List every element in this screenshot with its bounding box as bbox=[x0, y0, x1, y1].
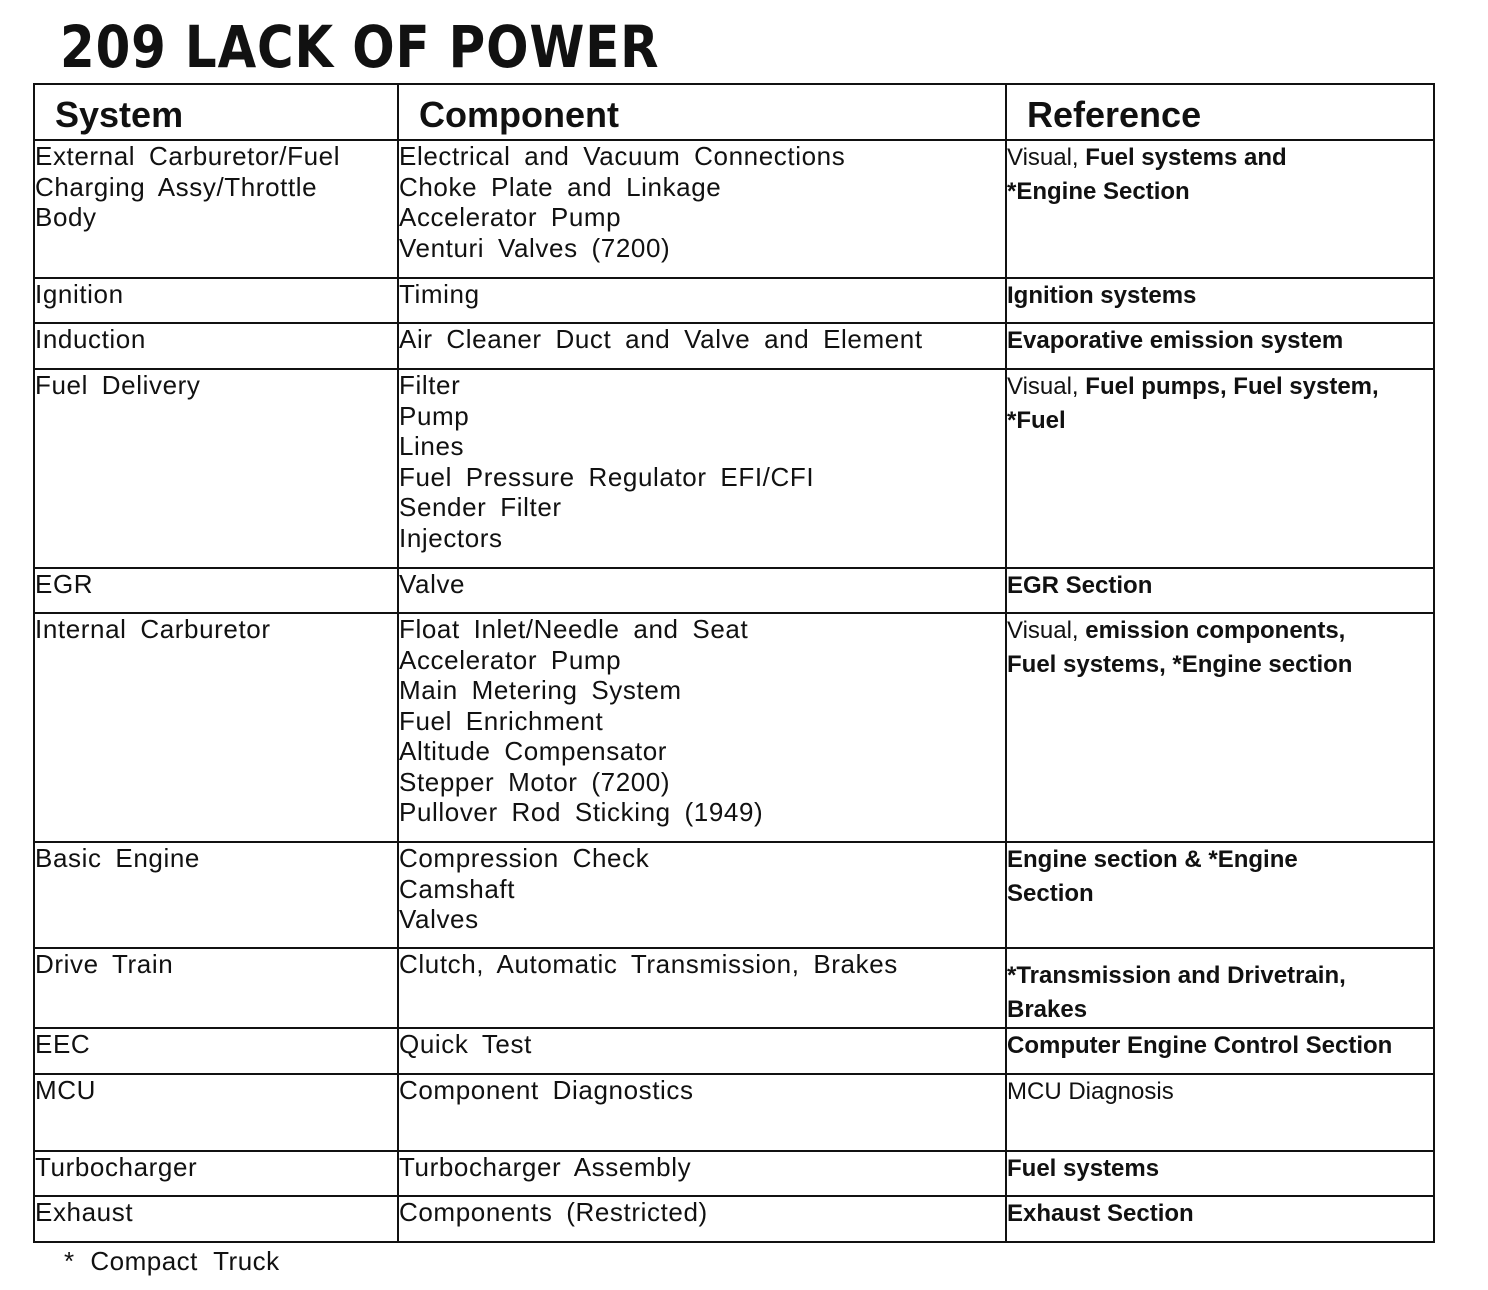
table-row bbox=[34, 1151, 1434, 1196]
table-row bbox=[34, 842, 1434, 948]
reference-plain-text: Visual, bbox=[1007, 373, 1086, 400]
component-line: Electrical and Vacuum Connections bbox=[399, 141, 846, 171]
cell-component bbox=[398, 323, 1006, 369]
reference-bold-text: Ignition systems bbox=[1007, 282, 1197, 309]
reference-bold-text: Brakes bbox=[1007, 996, 1088, 1023]
reference-line bbox=[1007, 175, 1433, 209]
component-line: Components (Restricted) bbox=[399, 1197, 708, 1227]
header-component: Component bbox=[398, 84, 1006, 140]
reference-bold-text: Fuel pumps, Fuel system, bbox=[1085, 373, 1379, 400]
reference-bold-text: EGR Section bbox=[1007, 572, 1153, 599]
cell-system bbox=[34, 842, 398, 948]
system-line: EGR bbox=[35, 569, 94, 599]
cell-component bbox=[398, 1074, 1006, 1151]
reference-plain-text: Visual, bbox=[1007, 617, 1086, 644]
reference-bold-text: Evaporative emission system bbox=[1007, 327, 1344, 354]
reference-line bbox=[1007, 1075, 1433, 1109]
reference-plain-text: MCU Diagnosis bbox=[1007, 1078, 1174, 1105]
cell-system bbox=[34, 140, 398, 278]
reference-bold-text: Exhaust Section bbox=[1007, 1200, 1194, 1227]
reference-bold-text: *Transmission and Drivetrain, bbox=[1007, 962, 1346, 989]
component-line: Filter bbox=[399, 370, 461, 400]
reference-bold-text: Section bbox=[1007, 880, 1094, 907]
reference-line bbox=[1007, 959, 1433, 993]
component-line: Float Inlet/Needle and Seat bbox=[399, 614, 749, 644]
component-line: Valves bbox=[399, 904, 479, 934]
cell-reference bbox=[1006, 323, 1434, 369]
cell-system bbox=[34, 568, 398, 613]
cell-component bbox=[398, 1151, 1006, 1196]
component-line: Accelerator Pump bbox=[399, 644, 622, 675]
cell-system bbox=[34, 323, 398, 369]
table-header-row bbox=[34, 84, 1434, 140]
reference-bold-text: Fuel systems bbox=[1007, 1155, 1160, 1182]
system-line: Drive Train bbox=[35, 949, 174, 979]
reference-bold-text: Engine section & *Engine bbox=[1007, 846, 1298, 873]
cell-reference bbox=[1006, 1151, 1434, 1196]
cell-reference bbox=[1006, 278, 1434, 323]
system-line: EEC bbox=[35, 1029, 91, 1059]
cell-reference bbox=[1006, 613, 1434, 842]
cell-system bbox=[34, 1196, 398, 1242]
reference-line bbox=[1007, 370, 1433, 404]
component-line: Clutch, Automatic Transmission, Brakes bbox=[399, 949, 898, 979]
cell-system bbox=[34, 948, 398, 1028]
reference-line bbox=[1007, 843, 1433, 877]
cell-system bbox=[34, 613, 398, 842]
reference-plain-text: Visual, bbox=[1007, 144, 1086, 171]
component-line: Fuel Enrichment bbox=[399, 705, 604, 736]
table-row bbox=[34, 140, 1434, 278]
component-line: Main Metering System bbox=[399, 675, 682, 705]
table-row bbox=[34, 369, 1434, 568]
cell-component bbox=[398, 948, 1006, 1028]
cell-system bbox=[34, 1028, 398, 1074]
footnote: * Compact Truck bbox=[64, 1246, 280, 1276]
component-line: Injectors bbox=[399, 522, 503, 553]
reference-bold-text: Fuel systems and bbox=[1085, 144, 1287, 171]
cell-component bbox=[398, 568, 1006, 613]
system-line: Fuel Delivery bbox=[35, 370, 201, 400]
cell-reference bbox=[1006, 842, 1434, 948]
component-line: Altitude Compensator bbox=[399, 736, 668, 766]
cell-reference bbox=[1006, 948, 1434, 1028]
reference-bold-text: Computer Engine Control Section bbox=[1007, 1032, 1393, 1059]
cell-system bbox=[34, 1074, 398, 1151]
system-line: Ignition bbox=[35, 279, 124, 309]
cell-component bbox=[398, 1028, 1006, 1074]
table-row bbox=[34, 323, 1434, 369]
system-line: Body bbox=[35, 202, 97, 232]
reference-bold-text: Fuel systems, *Engine section bbox=[1007, 651, 1353, 678]
reference-line bbox=[1007, 648, 1433, 682]
reference-line bbox=[1007, 993, 1433, 1027]
cell-component bbox=[398, 842, 1006, 948]
system-line: External Carburetor/Fuel bbox=[35, 141, 341, 171]
header-reference: Reference bbox=[1006, 84, 1434, 140]
reference-line bbox=[1007, 404, 1433, 438]
system-line: Turbocharger bbox=[35, 1152, 198, 1182]
component-line: Component Diagnostics bbox=[399, 1075, 694, 1105]
component-line: Accelerator Pump bbox=[399, 202, 622, 232]
system-line: MCU bbox=[35, 1075, 97, 1105]
table-row bbox=[34, 1074, 1434, 1151]
component-line: Timing bbox=[399, 279, 480, 309]
reference-line bbox=[1007, 1197, 1433, 1231]
diagnosis-table bbox=[33, 83, 1435, 1243]
reference-bold-text: *Engine Section bbox=[1007, 178, 1190, 205]
cell-reference bbox=[1006, 1196, 1434, 1242]
cell-reference bbox=[1006, 568, 1434, 613]
table-row bbox=[34, 568, 1434, 613]
cell-system bbox=[34, 278, 398, 323]
table-body bbox=[34, 140, 1434, 1242]
reference-line bbox=[1007, 324, 1433, 358]
system-line: Internal Carburetor bbox=[35, 614, 271, 644]
system-line: Basic Engine bbox=[35, 843, 200, 873]
cell-reference bbox=[1006, 369, 1434, 568]
component-line: Choke Plate and Linkage bbox=[399, 171, 722, 202]
component-line: Valve bbox=[399, 569, 466, 599]
component-line: Pullover Rod Sticking (1949) bbox=[399, 797, 764, 827]
reference-line bbox=[1007, 1152, 1433, 1186]
system-line: Induction bbox=[35, 324, 146, 354]
component-line: Quick Test bbox=[399, 1029, 532, 1059]
component-line: Compression Check bbox=[399, 843, 650, 873]
component-line: Venturi Valves (7200) bbox=[399, 232, 671, 263]
reference-bold-text: *Fuel bbox=[1007, 407, 1066, 434]
cell-component bbox=[398, 369, 1006, 568]
cell-system bbox=[34, 369, 398, 568]
page-title: 209 LACK OF POWER bbox=[60, 13, 660, 81]
table-row bbox=[34, 613, 1434, 842]
header-system: System bbox=[34, 84, 398, 140]
component-line: Air Cleaner Duct and Valve and Element bbox=[399, 324, 923, 354]
component-line: Camshaft bbox=[399, 873, 516, 904]
cell-reference bbox=[1006, 140, 1434, 278]
component-line: Sender Filter bbox=[399, 492, 562, 522]
component-line: Lines bbox=[399, 431, 465, 461]
component-line: Turbocharger Assembly bbox=[399, 1152, 692, 1182]
reference-line bbox=[1007, 614, 1433, 648]
cell-reference bbox=[1006, 1028, 1434, 1074]
system-line: Charging Assy/Throttle bbox=[35, 171, 318, 202]
cell-component bbox=[398, 1196, 1006, 1242]
cell-component bbox=[398, 613, 1006, 842]
reference-bold-text: emission components, bbox=[1085, 617, 1346, 644]
table-row bbox=[34, 1196, 1434, 1242]
reference-line bbox=[1007, 877, 1433, 911]
reference-line bbox=[1007, 569, 1433, 603]
cell-component bbox=[398, 278, 1006, 323]
table-row bbox=[34, 278, 1434, 323]
system-line: Exhaust bbox=[35, 1197, 134, 1227]
component-line: Fuel Pressure Regulator EFI/CFI bbox=[399, 461, 815, 492]
reference-line bbox=[1007, 141, 1433, 175]
cell-component bbox=[398, 140, 1006, 278]
cell-system bbox=[34, 1151, 398, 1196]
component-line: Stepper Motor (7200) bbox=[399, 766, 671, 797]
table-row bbox=[34, 1028, 1434, 1074]
reference-line bbox=[1007, 279, 1433, 313]
reference-line bbox=[1007, 1029, 1433, 1063]
cell-reference bbox=[1006, 1074, 1434, 1151]
table-row bbox=[34, 948, 1434, 1028]
component-line: Pump bbox=[399, 400, 470, 431]
